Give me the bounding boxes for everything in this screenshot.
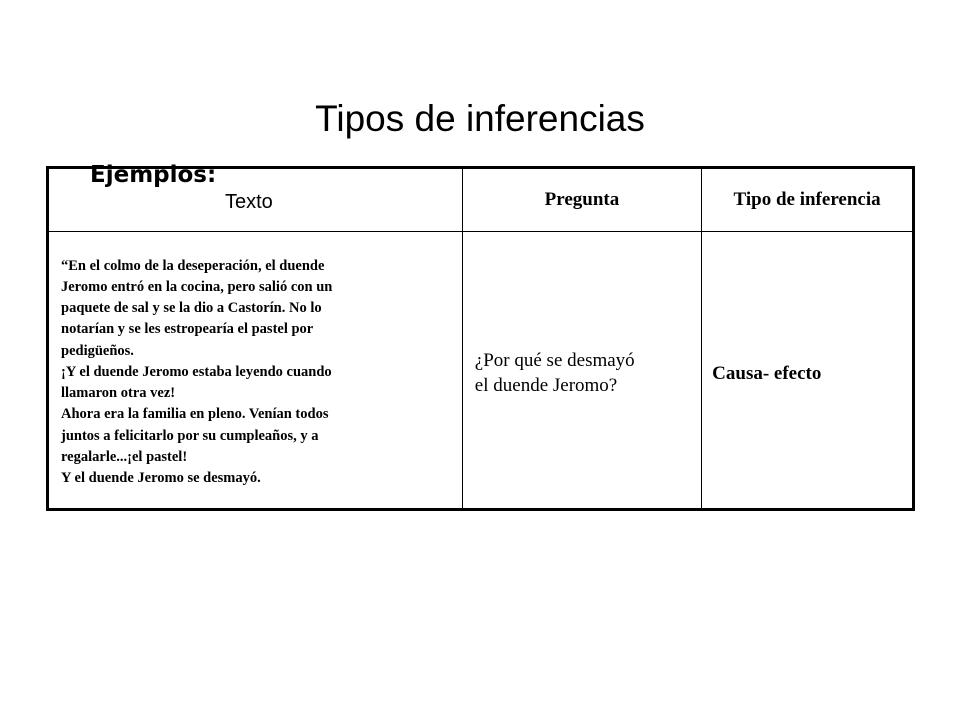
passage-line: ¡Y el duende Jeromo estaba leyendo cuando <box>61 363 332 380</box>
passage-line: pedigüeños. <box>61 342 134 359</box>
question-line: el duende Jeromo? <box>474 375 618 396</box>
passage-line: regalarle...¡el pastel! <box>61 448 188 465</box>
question-text <box>475 348 701 398</box>
inference-table <box>46 166 915 511</box>
passage-line: Ahora era la familia en pleno. Venían todos <box>61 406 329 423</box>
examples-label: Ejemplos: <box>90 162 217 188</box>
header-text-label: Texto <box>225 190 273 213</box>
passage-line: Jeromo entró en la cocina, pero salió con un <box>61 279 333 296</box>
question-cell <box>462 232 701 510</box>
passage-line: Y el duende Jeromo se desmayó. <box>61 469 261 486</box>
passage-line: llamaron otra vez! <box>61 385 176 402</box>
question-line: ¿Por qué se desmayó <box>474 350 635 371</box>
header-question: Pregunta <box>462 168 701 232</box>
inference-type-text: Causa- efecto <box>712 362 822 384</box>
passage-line: paquete de sal y se la dio a Castorín. No lo <box>61 300 322 317</box>
header-inference-type: Tipo de inferencia <box>702 168 914 232</box>
passage-line: notarían y se les estropearía el pastel por <box>61 321 314 338</box>
passage-text <box>61 256 462 489</box>
passage-line: “En el colmo de la deseperación, el duende <box>61 257 325 274</box>
slide-title: Tipos de inferencias <box>315 98 645 139</box>
inference-type-cell <box>702 232 914 510</box>
passage-cell <box>48 232 463 510</box>
table-row <box>48 232 914 510</box>
passage-line: juntos a felicitarlo por su cumpleaños, y a <box>61 427 319 444</box>
